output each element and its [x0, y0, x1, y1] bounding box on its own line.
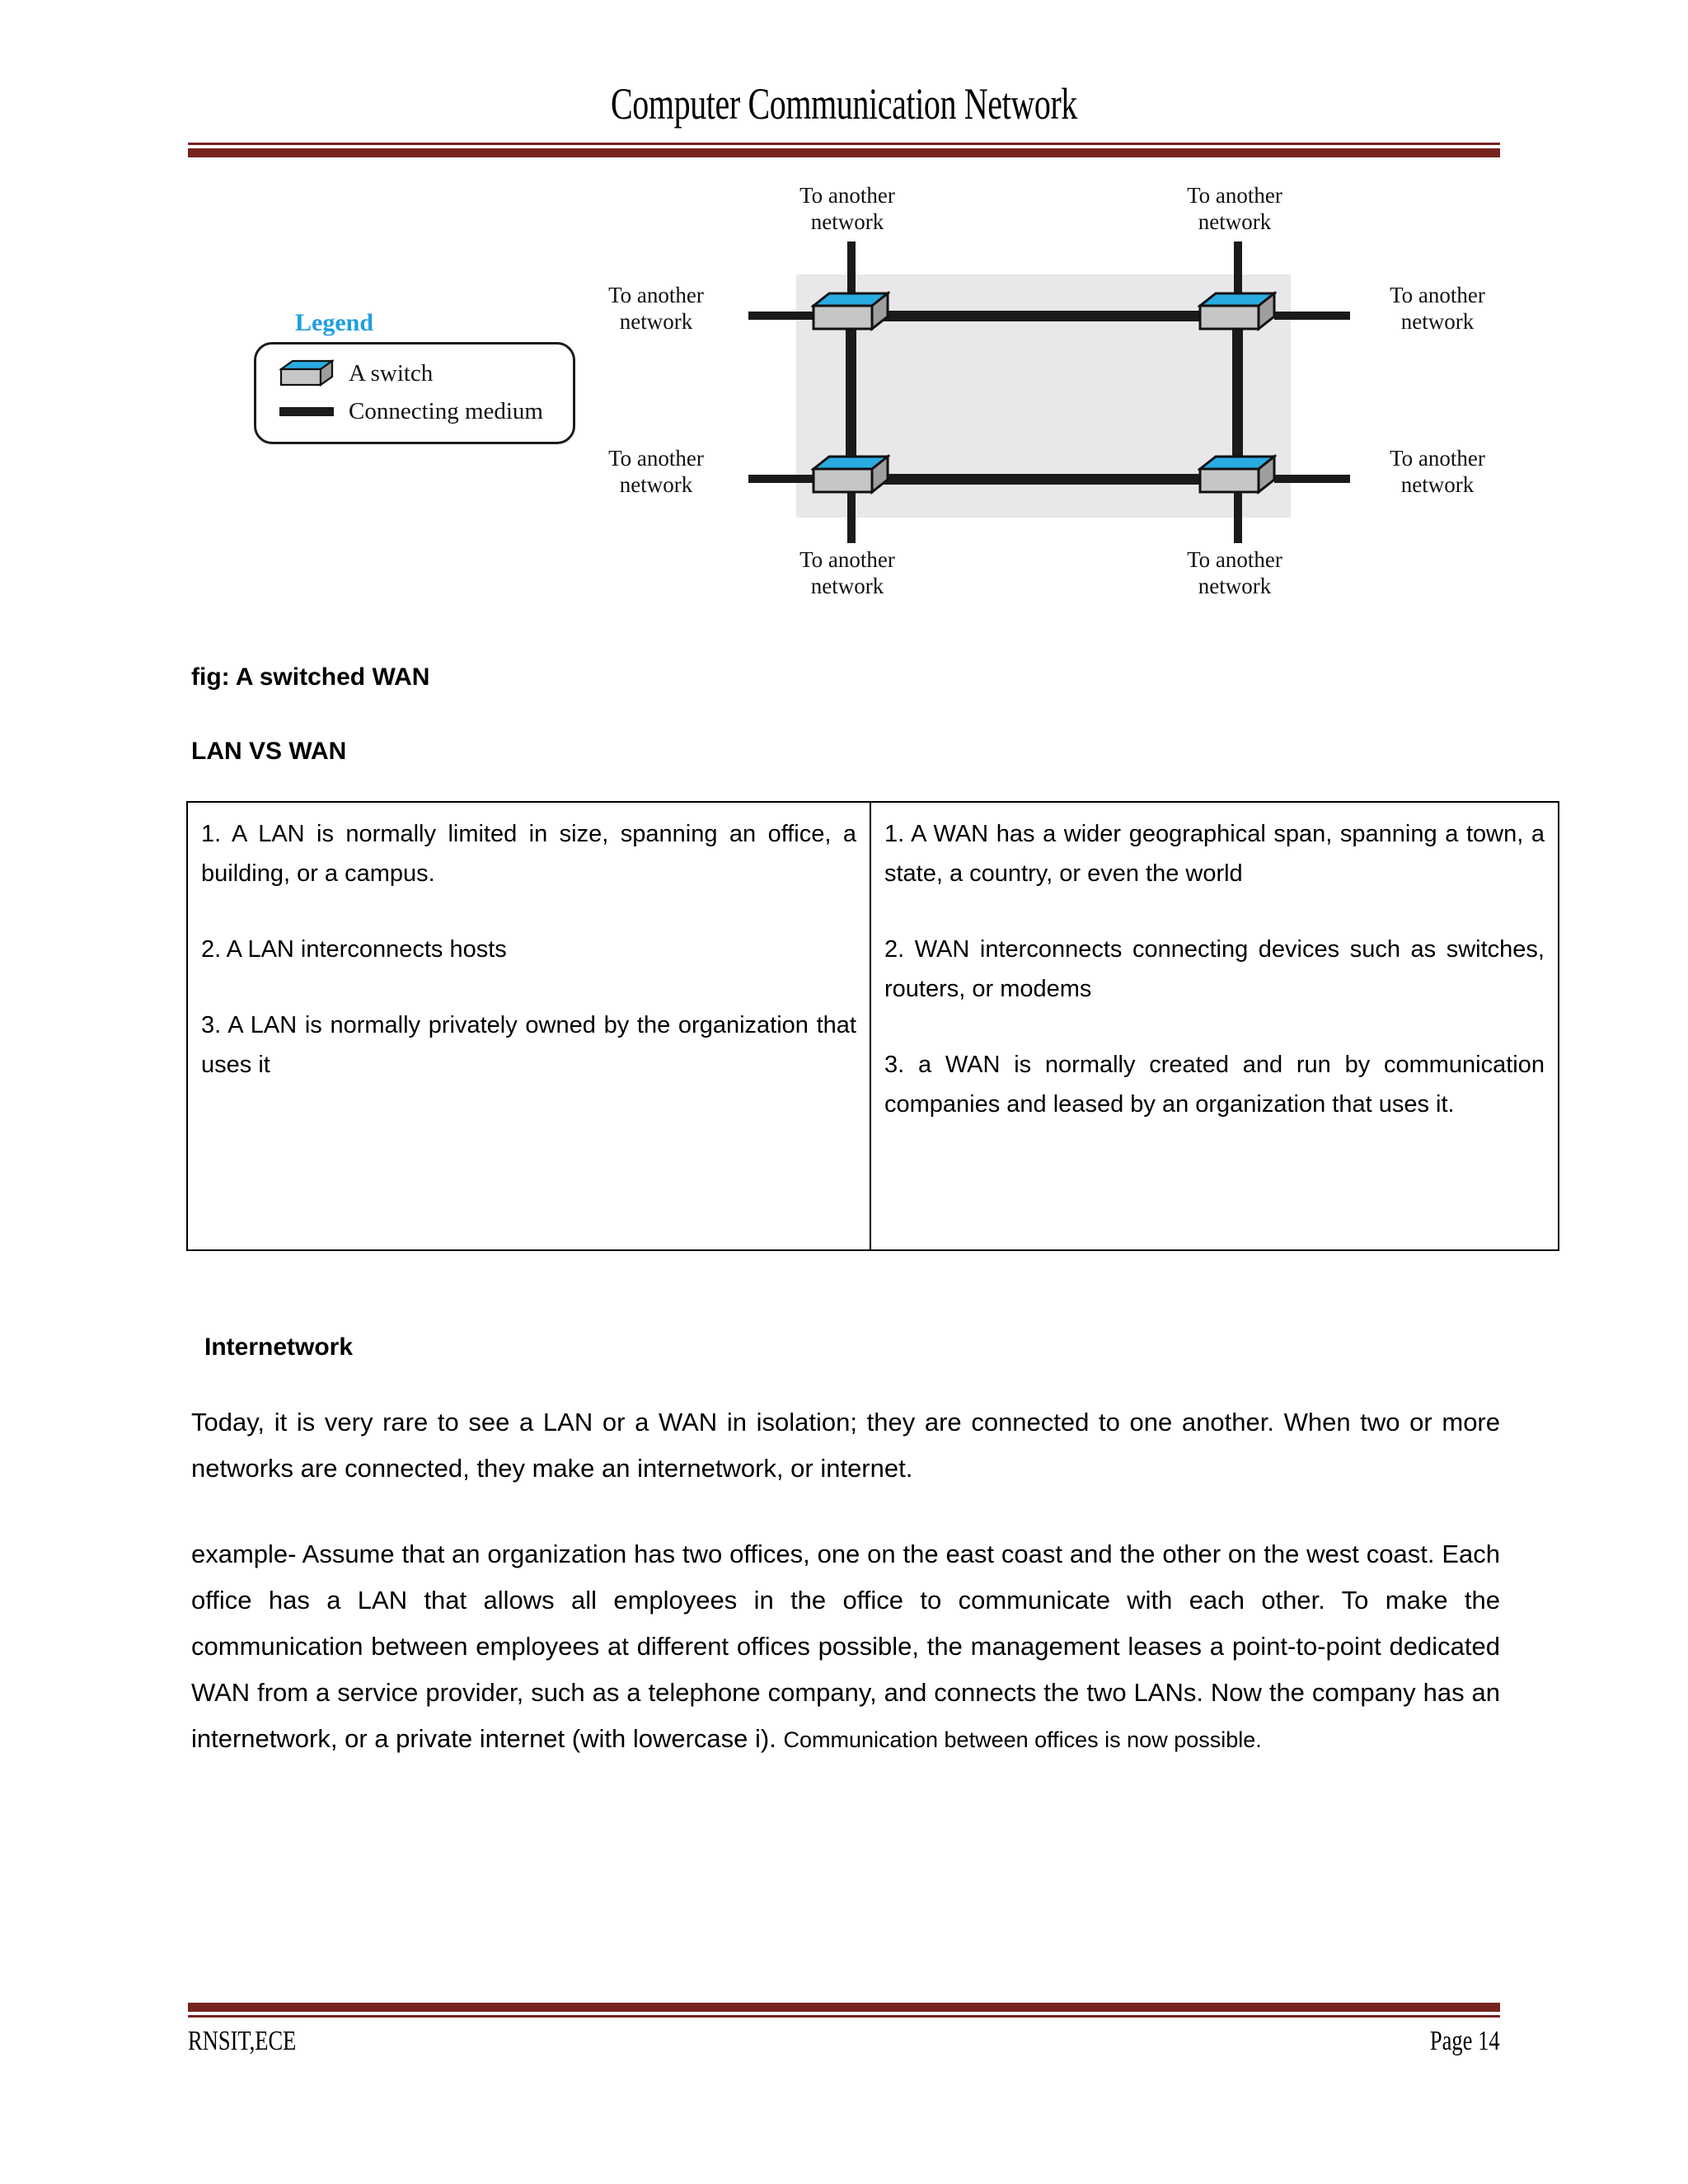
net-label-line2: network [619, 309, 693, 334]
network-diagram [608, 177, 1490, 622]
stub-bottom-left-down [847, 492, 856, 543]
net-label-line2: network [619, 472, 693, 497]
switch-node-bottom-left [811, 454, 890, 495]
line-icon [273, 407, 349, 416]
figure-caption: fig: A switched WAN [191, 663, 430, 691]
net-label-left-lower [569, 445, 743, 498]
stub-top-right-out [1274, 312, 1350, 320]
footer-rule-thick [188, 2003, 1500, 2012]
table-cell-wan [870, 802, 1559, 1250]
net-label-line2: network [1198, 574, 1272, 598]
stub-top-left-up [847, 241, 856, 293]
footer-rule-thin [188, 2015, 1500, 2018]
wan-point-3: 3. a WAN is normally created and run by communication companies and leased by an organization that uses it. [884, 1052, 1545, 1118]
footer-institution: RNSIT,ECE [188, 2026, 297, 2056]
document-title: Computer Communication Network [610, 79, 1078, 129]
page-header [0, 78, 1688, 169]
footer-row [188, 2026, 1500, 2057]
header-rule-thick [188, 148, 1500, 157]
switch-node-bottom-right [1198, 454, 1277, 495]
net-label-line2: network [1400, 472, 1475, 497]
table-cell-lan [187, 802, 870, 1250]
wan-point-2: 2. WAN interconnects connecting devices such as switches, routers, or modems [884, 936, 1545, 1002]
net-label-right-lower [1350, 445, 1525, 498]
footer-rule [188, 2003, 1500, 2018]
legend-title: Legend [295, 309, 374, 336]
legend-label-medium: Connecting medium [349, 397, 543, 424]
net-label-top-left [765, 182, 930, 235]
paragraph-internetwork-example [191, 1531, 1500, 1763]
paragraph-example-main: example- Assume that an organization has two offices, one on the east coast and the other on the west coast. Each office has a LAN that allows all employees in the office to communicate with each other. To make the communication between employees at different offices possible, the management leases a point-to-point dedicated WAN from a service provider, such as a telephone company, and connects the two LANs. Now the company has an internetwork, or a private internet (with lowercase i). [191, 1540, 1500, 1753]
section-heading-internetwork: Internetwork [204, 1333, 354, 1361]
legend-box [254, 342, 575, 444]
switch-icon [273, 359, 349, 387]
paragraph-example-tail: Communication between offices is now possible. [783, 1727, 1262, 1752]
net-label-left-upper [569, 282, 743, 335]
switched-wan-figure [188, 177, 1500, 622]
net-label-line1: To another [799, 183, 895, 208]
net-label-line1: To another [1187, 547, 1282, 572]
legend [254, 309, 617, 444]
net-label-line1: To another [1187, 183, 1282, 208]
net-label-line1: To another [1390, 446, 1485, 471]
legend-item-switch [273, 354, 556, 392]
net-label-line2: network [1400, 309, 1475, 334]
table-row [187, 802, 1559, 1250]
net-label-line2: network [810, 209, 884, 234]
wan-point-1: 1. A WAN has a wider geographical span, spanning a town, a state, a country, or even the world [884, 821, 1545, 887]
footer-page-number: Page 14 [1430, 2026, 1500, 2056]
link-bottom [846, 474, 1241, 485]
switch-node-top-left [811, 291, 890, 332]
net-label-line1: To another [608, 446, 704, 471]
stub-bottom-right-out [1274, 475, 1350, 483]
net-label-line1: To another [608, 283, 704, 307]
legend-item-medium [273, 392, 556, 430]
legend-label-switch: A switch [349, 359, 434, 387]
header-rule [188, 143, 1500, 157]
stub-bottom-right-down [1234, 492, 1242, 543]
net-label-top-right [1152, 182, 1317, 235]
lan-wan-comparison-table [186, 801, 1559, 1251]
link-top [846, 311, 1241, 321]
section-heading-lan-vs-wan: LAN VS WAN [191, 738, 347, 765]
lan-point-2: 2. A LAN interconnects hosts [201, 936, 507, 963]
net-label-line2: network [810, 574, 884, 598]
lan-point-1: 1. A LAN is normally limited in size, spanning an office, a building, or a campus. [201, 821, 856, 887]
stub-top-right-up [1234, 241, 1242, 293]
paragraph-internetwork-intro: Today, it is very rare to see a LAN or a WAN in isolation; they are connected to one another. When two or more networks are connected, they make an internetwork, or internet. [191, 1408, 1500, 1483]
net-label-line2: network [1198, 209, 1272, 234]
lan-point-3: 3. A LAN is normally privately owned by the organization that uses it [201, 1012, 856, 1078]
net-label-right-upper [1350, 282, 1525, 335]
switch-node-top-right [1198, 291, 1277, 332]
net-label-line1: To another [799, 547, 895, 572]
net-label-line1: To another [1390, 283, 1485, 307]
net-label-bottom-right [1152, 546, 1317, 599]
net-label-bottom-left [765, 546, 930, 599]
